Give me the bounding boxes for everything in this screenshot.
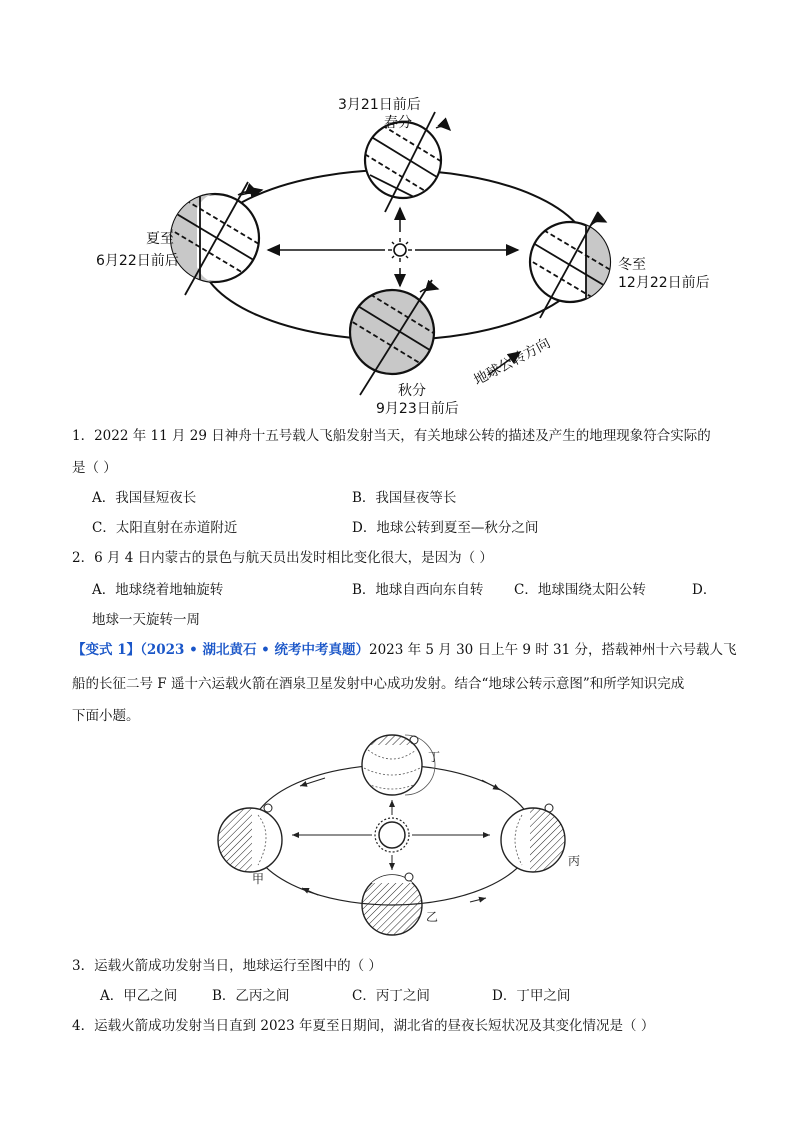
q3-option-d: D．丁甲之间 xyxy=(492,988,571,1004)
variant-source: （2023 • 湖北黄石 • 统考中考真题） xyxy=(140,642,369,658)
variant-line1 xyxy=(72,640,737,660)
variant-line3: 下面小题。 xyxy=(72,708,140,724)
q2-option-d-text: 地球一天旋转一周 xyxy=(92,612,200,628)
label-bing: 丙 xyxy=(568,854,581,868)
q3-option-a: A．甲乙之间 xyxy=(100,988,178,1004)
q1-option-b: B．我国昼夜等长 xyxy=(352,490,457,506)
label-yi: 乙 xyxy=(426,910,439,924)
q1-line2: 是（ ） xyxy=(72,460,117,476)
spring-label: 春分 xyxy=(384,115,412,131)
q1-option-c: C．太阳直射在赤道附近 xyxy=(92,520,238,536)
sunlight-arrows xyxy=(268,208,518,286)
earth-bing xyxy=(501,804,566,872)
q2-option-d: D． xyxy=(692,582,717,598)
sun-icon-2 xyxy=(375,818,409,852)
q3-option-c: C．丙丁之间 xyxy=(352,988,430,1004)
q2-option-b: B．地球自西向东自转 xyxy=(352,582,484,598)
earth-ding xyxy=(362,735,435,795)
q4-line1: 4．运载火箭成功发射当日直到 2023 年夏至日期间，湖北省的昼夜长短状况及其变化情况是（ ） xyxy=(72,1018,655,1034)
q2-option-a: A．地球绕着地轴旋转 xyxy=(92,582,224,598)
summer-label: 夏至 xyxy=(146,231,174,247)
q2-option-c: C．地球围绕太阳公转 xyxy=(514,582,646,598)
q3-line1: 3．运载火箭成功发射当日，地球运行至图中的（ ） xyxy=(72,958,382,974)
q1-option-a: A．我国昼短夜长 xyxy=(92,490,197,506)
spring-date-label: 3月21日前后 xyxy=(338,97,421,113)
earth-winter xyxy=(526,212,614,318)
winter-date-label: 12月22日前后 xyxy=(618,275,710,291)
label-jia: 甲 xyxy=(252,872,265,886)
summer-date-label: 6月22日前后 xyxy=(96,253,179,269)
winter-label: 冬至 xyxy=(618,257,646,273)
q3-option-b: B．乙丙之间 xyxy=(212,988,290,1004)
q2-line1: 2．6 月 4 日内蒙古的景色与航天员出发时相比变化很大，是因为（ ） xyxy=(72,550,493,566)
earth-autumn xyxy=(346,280,440,395)
orbit-diagram-1 xyxy=(0,0,800,420)
q1-option-d: D．地球公转到夏至—秋分之间 xyxy=(352,520,539,536)
sun-icon xyxy=(388,238,412,262)
variant-tag: 【变式 1】 xyxy=(72,642,141,658)
variant-text1: 2023 年 5 月 30 日上午 9 时 31 分，搭载神州十六号载人飞 xyxy=(368,642,737,658)
earth-yi xyxy=(362,873,422,935)
q1-line1: 1．2022 年 11 月 29 日神舟十五号载人飞船发射当天，有关地球公转的描述及产生的地理现象符合实际的 xyxy=(72,428,711,444)
orbit-diagram-2 xyxy=(0,720,800,950)
autumn-date-label: 9月23日前后 xyxy=(376,401,459,417)
orbit-direction-label: 地球公转方向 xyxy=(471,335,554,389)
earth-jia xyxy=(218,804,282,872)
label-ding: 丁 xyxy=(428,750,441,764)
variant-line2: 船的长征二号 F 遥十六运载火箭在酒泉卫星发射中心成功发射。结合“地球公转示意图”和所学知识完成 xyxy=(72,676,685,692)
autumn-label: 秋分 xyxy=(398,383,426,399)
